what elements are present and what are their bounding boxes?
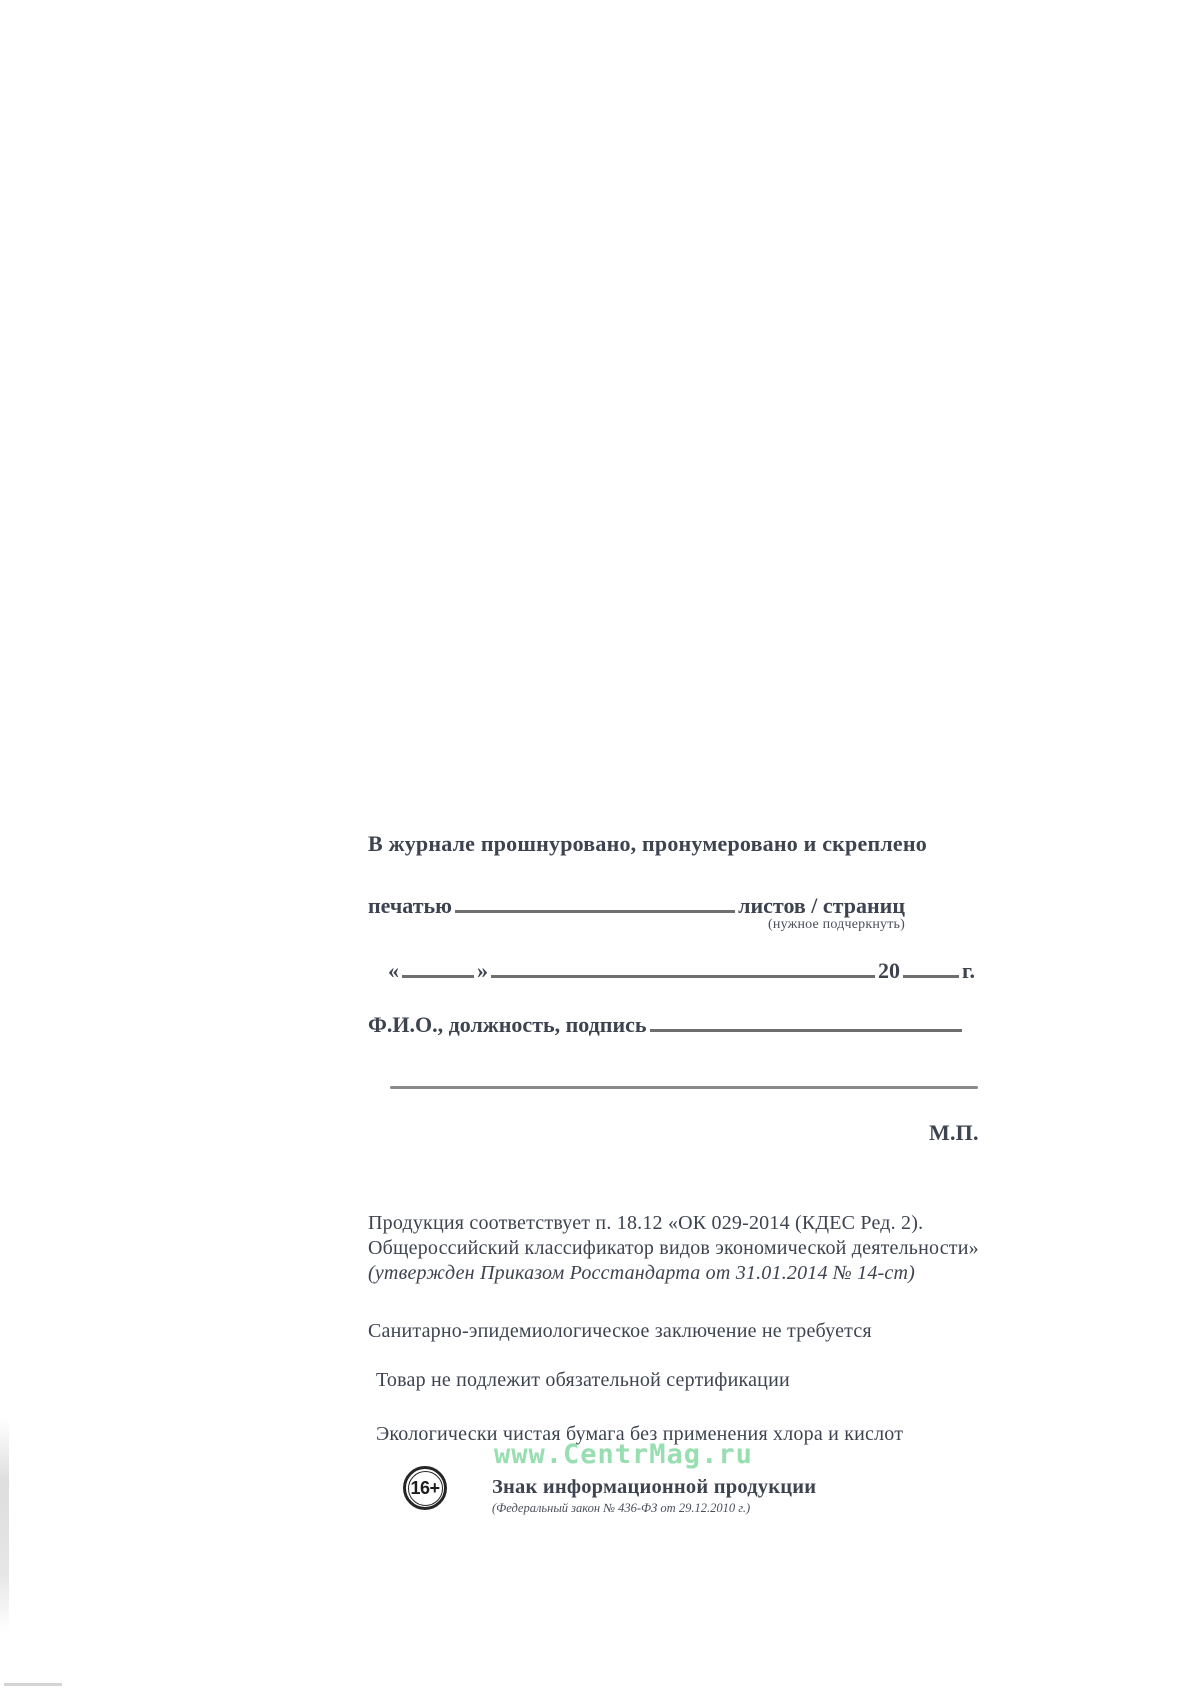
info-product-title: Знак информационной продукции	[492, 1476, 817, 1498]
info-product-block	[492, 1476, 816, 1516]
certification-line: Товар не подлежит обязательной сертификации	[376, 1369, 790, 1391]
month-blank	[491, 957, 875, 978]
info-product-law: (Федеральный закон № 436-ФЗ от 29.12.2010 г.)	[492, 1501, 751, 1515]
scan-corner-shadow	[4, 1683, 62, 1686]
sheets-count-blank	[455, 892, 735, 913]
quote-open: «	[388, 958, 399, 984]
compliance-line1: Продукция соответствует п. 18.12 «ОК 029-2014 (КДЕС Ред. 2).	[368, 1212, 924, 1234]
fio-label: Ф.И.О., должность, подпись	[368, 1012, 647, 1038]
centrmag-watermark: www.CentrMag.ru	[494, 1439, 753, 1470]
stamp-place-label: М.П.	[929, 1120, 979, 1145]
eco-paper-line: Экологически чистая бумага без применения хлора и кислот	[376, 1423, 904, 1445]
seal-label: печатью	[368, 893, 452, 919]
sanitary-line: Санитарно-эпидемиологическое заключение не требуется	[368, 1320, 872, 1342]
day-blank	[402, 957, 474, 978]
year-blank	[903, 957, 959, 978]
fio-line	[368, 1011, 965, 1038]
quote-close: »	[477, 958, 488, 984]
sheets-pages-label: листов / страниц	[738, 893, 905, 919]
age-16-badge-icon	[403, 1466, 447, 1510]
year-suffix: г.	[961, 958, 975, 984]
age-16-badge-label: 16+	[408, 1471, 443, 1506]
year-prefix: 20	[877, 958, 900, 984]
signature-blank	[650, 1011, 962, 1032]
signature-rule	[390, 1086, 978, 1089]
scan-edge-shadow	[0, 1418, 9, 1633]
underline-note: (нужное подчеркнуть)	[768, 917, 905, 932]
compliance-line3: (утвержден Приказом Росстандарта от 31.01.2014 № 14-ст)	[368, 1262, 915, 1284]
compliance-line2: Общероссийский классификатор видов экономической деятельности»	[368, 1237, 979, 1259]
compliance-paragraph	[368, 1211, 979, 1286]
form-header-line: В журнале прошнуровано, пронумеровано и скреплено	[368, 831, 927, 856]
seal-sheets-line	[368, 892, 905, 919]
date-line	[388, 957, 975, 984]
